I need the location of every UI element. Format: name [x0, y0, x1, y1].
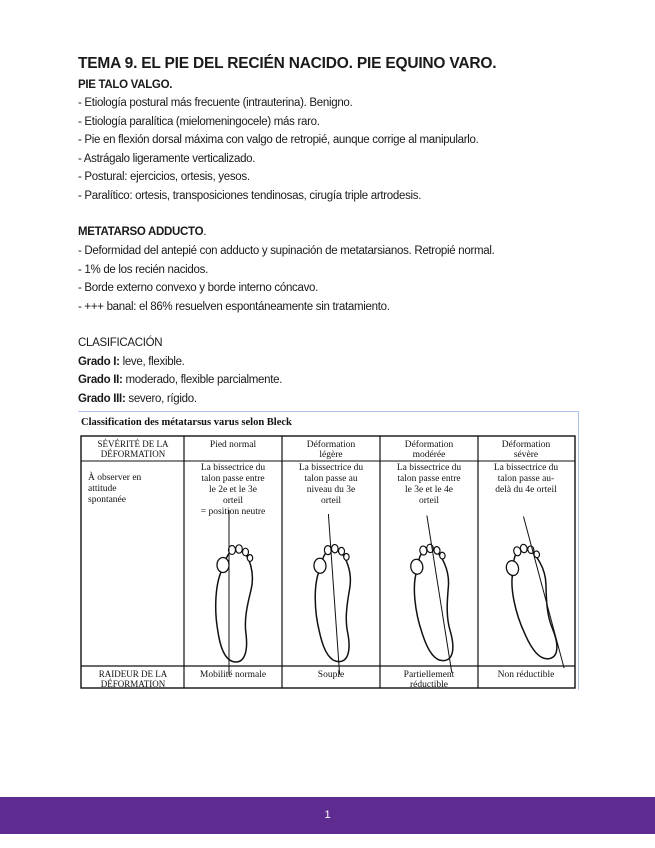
rigidity-row-label: RAIDEUR DE LA — [98, 669, 168, 679]
foot-illustration-moderate — [402, 514, 463, 677]
bleck-classification-figure — [78, 411, 579, 690]
column-header: Déformation — [404, 440, 454, 450]
clasificacion-heading: CLASIFICACIÓN — [78, 337, 163, 349]
metatarso-item: - 1% de los recién nacidos. — [78, 264, 208, 276]
talo-item: - Astrágalo ligeramente verticalizado. — [78, 153, 256, 165]
rigidity-value: Partiellement — [403, 670, 455, 680]
page-number: 1 — [324, 809, 331, 821]
column-desc: La bissectrice du — [298, 463, 364, 473]
talo-item: - Paralítico: ortesis, transposiciones tendinosas, cirugía triple artrodesis. — [78, 190, 422, 202]
column-desc: talon passe entre — [397, 474, 461, 484]
rigidity-value: réductible — [410, 680, 448, 690]
column-desc: niveau du 3e — [306, 485, 356, 495]
metatarso-heading: METATARSO ADDUCTO. — [78, 226, 207, 238]
grade-line: Grado II: moderado, flexible parcialmente. — [78, 374, 283, 386]
talo-item: - Pie en flexión dorsal máxima con valgo de retropié, aunque corrige al manipularlo. — [78, 134, 479, 146]
rigidity-row-label: DÉFORMATION — [100, 679, 166, 689]
talo-item: - Postural: ejercicios, ortesis, yesos. — [78, 171, 250, 183]
foot-illustration-normal — [216, 510, 253, 675]
talo-heading: PIE TALO VALGO. — [78, 79, 173, 91]
observe-label: spontanée — [88, 495, 126, 505]
talo-item: - Etiología postural más frecuente (intrauterina). Benigno. — [78, 97, 353, 109]
rigidity-value: Non réductible — [497, 670, 555, 680]
page-title: TEMA 9. EL PIE DEL RECIÉN NACIDO. PIE EQUINO VARO. — [78, 55, 497, 72]
grade-line: Grado I: leve, flexible. — [78, 356, 185, 368]
metatarso-item: - +++ banal: el 86% resuelven espontáneamente sin tratamiento. — [78, 301, 390, 313]
column-desc: La bissectrice du — [493, 463, 559, 473]
column-desc: talon passe au- — [497, 474, 555, 484]
severity-row-label: DÉFORMATION — [100, 449, 166, 459]
column-desc: La bissectrice du — [200, 463, 266, 473]
column-desc: talon passe au — [304, 474, 358, 484]
grade-line: Grado III: severo, rígido. — [78, 393, 197, 405]
column-desc: talon passe entre — [201, 474, 265, 484]
foot-illustration-severe — [493, 515, 569, 676]
column-header: sévère — [513, 450, 539, 460]
foot-illustration-mild — [309, 513, 357, 676]
severity-row-label: SÉVÉRITÉ DE LA — [97, 439, 169, 449]
figure-caption: Classification des métatarsus varus selon Bleck — [81, 417, 292, 428]
column-desc: La bissectrice du — [396, 463, 462, 473]
talo-item: - Etiología paralítica (mielomeningocele) más raro. — [78, 116, 320, 128]
column-header: modérée — [412, 450, 446, 460]
bleck-figure-svg — [78, 412, 578, 690]
column-desc: le 3e et le 4e — [404, 485, 454, 495]
column-header: Pied normal — [209, 440, 257, 450]
metatarso-item: - Deformidad del antepié con adducto y supinación de metatarsianos. Retropié normal. — [78, 245, 495, 257]
column-desc: le 2e et le 3e — [208, 485, 258, 495]
column-desc: orteil — [320, 496, 342, 506]
column-header: Déformation — [306, 440, 356, 450]
rigidity-value: Mobilité normale — [199, 670, 267, 680]
column-desc: = position neutre — [200, 507, 266, 517]
column-desc: orteil — [418, 496, 440, 506]
column-desc: orteil — [222, 496, 244, 506]
column-header: Déformation — [501, 440, 551, 450]
column-header: légère — [319, 450, 343, 460]
metatarso-item: - Borde externo convexo y borde interno cóncavo. — [78, 282, 319, 294]
observe-label: attitude — [88, 484, 117, 494]
column-desc: delà du 4e orteil — [495, 485, 557, 495]
page-footer — [0, 797, 655, 834]
rigidity-value: Souple — [317, 670, 345, 680]
observe-label: À observer en — [88, 473, 142, 483]
